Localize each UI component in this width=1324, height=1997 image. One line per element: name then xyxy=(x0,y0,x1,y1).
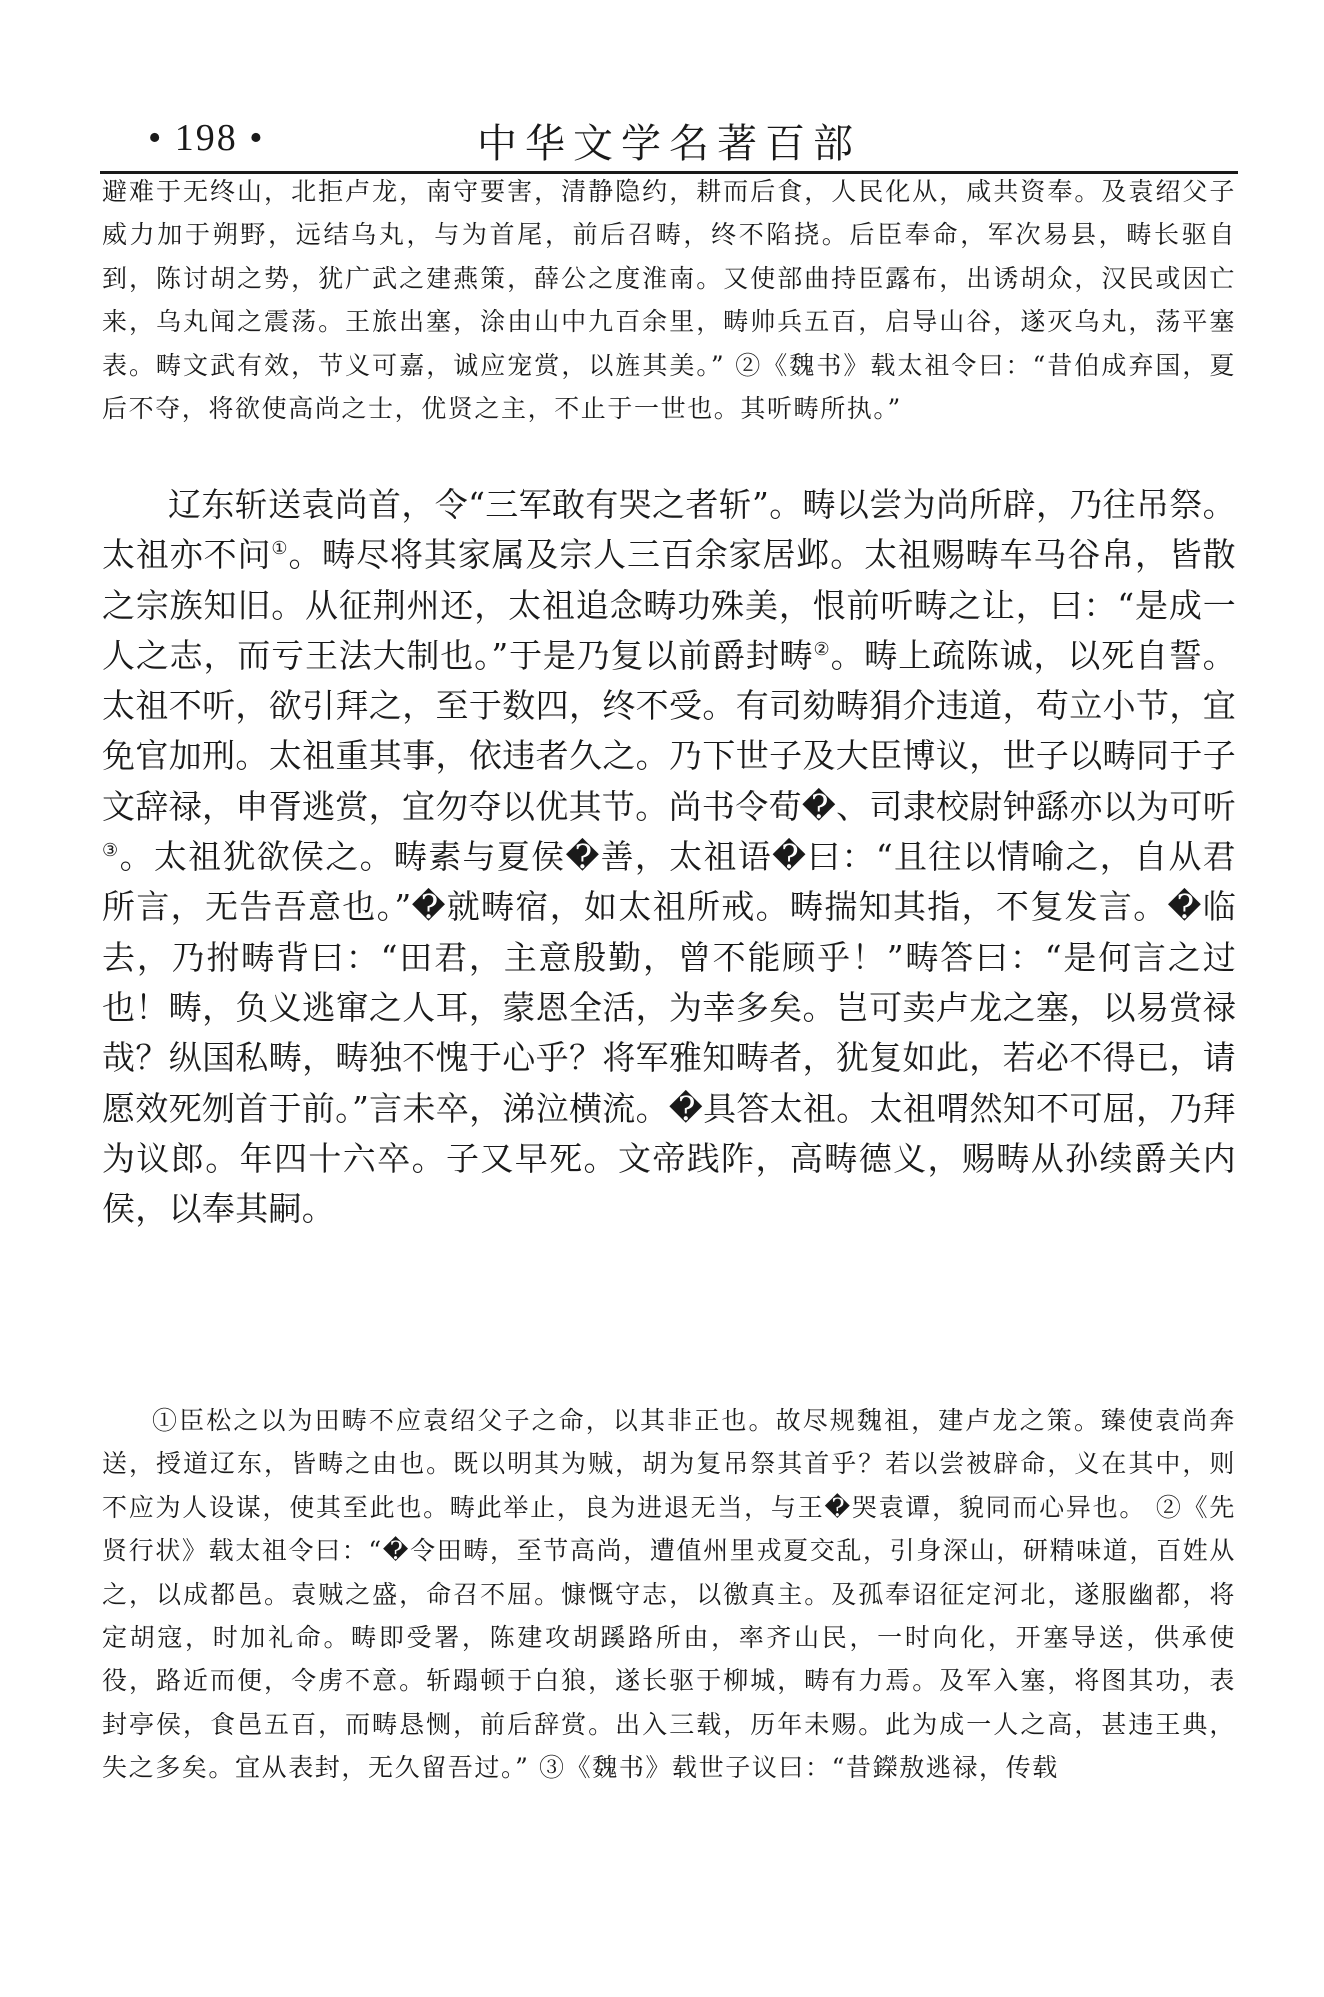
footnote-ref-2: ② xyxy=(813,638,831,660)
book-title: 中华文学名著百部 xyxy=(477,121,861,167)
footnotes: ①臣松之以为田畴不应袁绍父子之命，以其非正也。故尽规魏祖，建卢龙之策。臻使袁尚奔送，授道辽东，皆畴之由也。既以明其为贼，胡为复吊祭其首乎？若以尝被辟命，义在其中，则不应为人设谋，使其至此也。畴此举止，良为进退无当，与王�哭袁谭，貌同而心异也。 ②《先贤行状》载太祖令曰：“�令田畴，至节高尚，遭值州里戎夏交乱，引身深山，研精味道，百姓从之，以成都邑。袁贼之盛，命召不屈。慷慨守志，以徼真主。及孤奉诏征定河北，遂服幽都，将定胡寇，时加礼命。畴即受署，陈建攻胡蹊路所由，率齐山民，一时向化，开塞导送，供承使役，路近而便，令虏不意。斩蹋顿于白狼，遂长驱于柳城，畴有力焉。及军入塞，将图其功，表封亭侯，食邑五百，而畴恳恻，前后辞赏。出入三载，历年未赐。此为成一人之高，甚违王典，失之多矣。宜从表封，无久留吾过。” ③《魏书》载世子议曰：“昔鑅敖逃禄，传载 xyxy=(102,1406,1236,1783)
footnote-ref-3: ③ xyxy=(102,840,120,862)
page-header xyxy=(100,108,1238,174)
top-notes: 避难于无终山，北拒卢龙，南守要害，清静隐约，耕而后食，人民化从，咸共资奉。及袁绍父子威力加于朔野，远结乌丸，与为首尾，前后召畴，终不陷挠。后臣奉命，军次易县，畴长驱自到，陈讨胡之势，犹广武之建燕策，薛公之度淮南。又使部曲持臣露布，出诱胡众，汉民或因亡来，乌丸闻之震荡。王旅出塞，涂由山中九百余里，畴帅兵五百，启导山谷，遂灭乌丸，荡平塞表。畴文武有效，节义可嘉，诚应宠赏，以旌其美。” ②《魏书》载太祖令曰：“昔伯成弃国，夏后不夺，将欲使高尚之士，优贤之主，不止于一世也。其听畴所执。” xyxy=(102,177,1236,424)
footnote-ref-1: ① xyxy=(271,538,289,560)
main-text-part-4: 。太祖犹欲侯之。畴素与夏侯�善，太祖语�曰：“且往以情喻之，自从君所言，无告吾意也。”�就畴宿，如太祖所戒。畴揣知其指，不复发言。�临去，乃拊畴背曰：“田君，主意殷勤，曾不能顾乎！”畴答曰：“是何言之过也！畴，负义逃窜之人耳，蒙恩全活，为幸多矣。岂可卖卢龙之塞，以易赏禄哉？纵国私畴，畴独不愧于心乎？将军雅知畴者，犹复如此，若必不得已，请愿效死刎首于前。”言未卒，涕泣横流。�具答太祖。太祖喟然知不可屈，乃拜为议郎。年四十六卒。子又早死。文帝践阼，高畴德义，赐畴从孙续爵关内侯，以奉其嗣。 xyxy=(102,837,1236,1229)
page-number: • 198 • xyxy=(148,117,265,159)
main-text-part-3: 。畴上疏陈诚，以死自誓。太祖不听，欲引拜之，至于数四，终不受。有司劾畴狷介违道，苟立小节，宜免官加刑。太祖重其事，依违者久之。乃下世子及大臣博议，世子以畴同于子文辞禄，申胥逃赏，宜勿夺以优其节。尚书令荀�、司隶校尉钟繇亦以为可听 xyxy=(102,635,1236,826)
main-text-part-2: 。畴尽将其家属及宗人三百余家居邺。太祖赐畴车马谷帛，皆散之宗族知旧。从征荆州还，太祖追念畴功殊美，恨前听畴之让，曰：“是成一人之志，而亏王法大制也。”于是乃复以前爵封畴 xyxy=(102,535,1236,675)
main-text-part-1: 辽东斩送袁尚首，令“三军敢有哭之者斩”。畴以尝为尚所辟，乃往吊祭。太祖亦不问 xyxy=(102,485,1236,575)
main-text xyxy=(102,480,1236,1234)
